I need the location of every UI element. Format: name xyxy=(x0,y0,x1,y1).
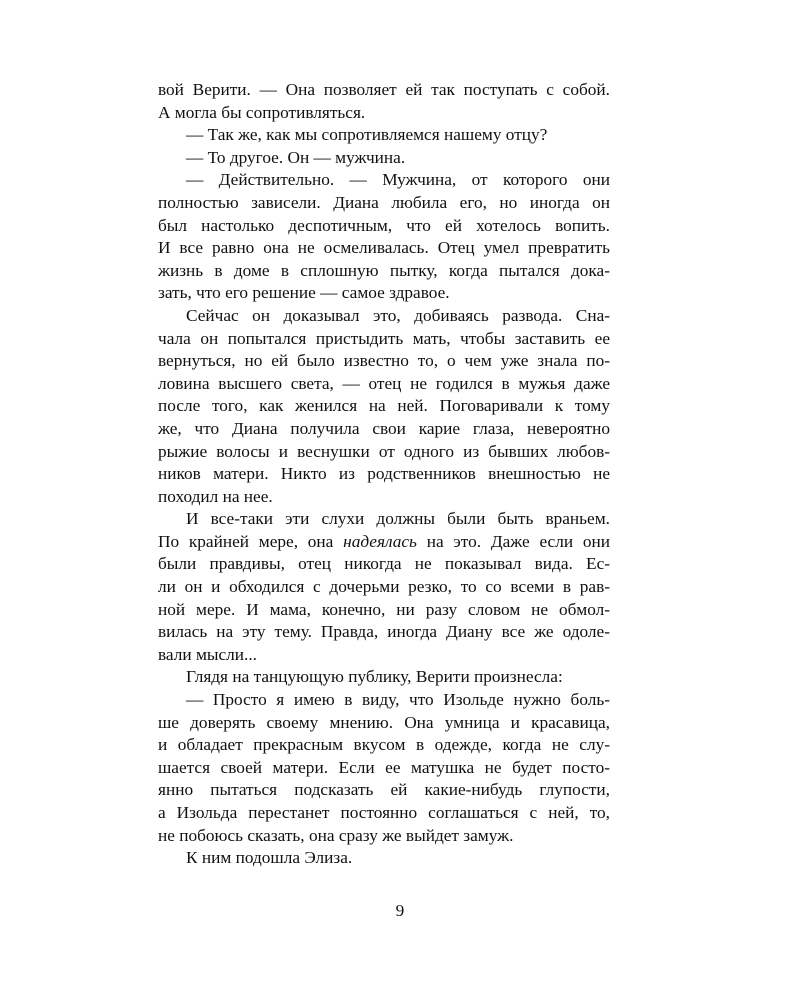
text-segment: на это. Даже если они xyxy=(416,531,611,551)
text-line: шается своей матери. Если ее матушка не будет посто- xyxy=(158,757,610,777)
text-line: был настолько деспотичным, что ей хотелось вопить. xyxy=(158,215,610,235)
text-line: же, что Диана получила свои карие глаза, невероятно xyxy=(158,418,610,438)
text-line: вернуться, но ей было известно то, о чем уже знала по- xyxy=(158,351,610,371)
text-line: ли он и обходился с дочерьми резко, то со всеми в рав- xyxy=(158,577,610,597)
page-number: 9 xyxy=(395,901,405,920)
text-line: А могла бы сопротивляться. xyxy=(158,102,366,122)
text-line: не побоюсь сказать, она сразу же выйдет замуж. xyxy=(158,825,514,845)
text-line: — То другое. Он — мужчина. xyxy=(186,147,406,167)
text-line: были правдивы, отец никогда не показывал вида. Ес- xyxy=(158,554,610,574)
text-line: походил на нее. xyxy=(158,486,273,506)
text-line: Глядя на танцующую публику, Верити произнесла: xyxy=(186,667,563,687)
text-segment: По крайней мере, она xyxy=(158,531,344,551)
text-line: — Просто я имею в виду, что Изольде нужно боль- xyxy=(186,690,610,710)
text-line: янно пытаться подсказать ей какие-нибудь глупости, xyxy=(158,780,610,800)
text-line: ловина высшего света, — отец не годился в мужья даже xyxy=(158,373,610,393)
book-page-text xyxy=(158,79,610,870)
text-line: жизнь в доме в сплошную пытку, когда пытался дока- xyxy=(158,260,610,280)
italic-word: надеялась xyxy=(343,531,417,551)
text-line: И все-таки эти слухи должны были быть враньем. xyxy=(186,509,610,529)
text-line: полностью зависели. Диана любила его, но иногда он xyxy=(158,192,610,212)
text-line: К ним подошла Элиза. xyxy=(186,848,353,868)
text-line: чала он попытался пристыдить мать, чтобы заставить ее xyxy=(158,328,610,348)
text-line: — Так же, как мы сопротивляемся нашему отцу? xyxy=(186,125,548,145)
text-line-with-italic xyxy=(158,531,610,554)
text-line: после того, как женился на ней. Поговаривали к тому xyxy=(158,396,610,416)
text-line: И все равно она не осмеливалась. Отец умел превратить xyxy=(158,238,610,258)
text-line: и обладает прекрасным вкусом в одежде, когда не слу- xyxy=(158,735,610,755)
text-line: ной мере. И мама, конечно, ни разу словом не обмол- xyxy=(158,599,610,619)
text-line: рыжие волосы и веснушки от одного из бывших любов- xyxy=(158,441,610,461)
text-line: а Изольда перестанет постоянно соглашаться с ней, то, xyxy=(158,803,610,822)
text-line: зать, что его решение — самое здравое. xyxy=(158,283,450,303)
text-line: вали мысли... xyxy=(158,644,257,664)
text-line: ше доверять своему мнению. Она умница и красавица, xyxy=(158,712,610,732)
text-line: Сейчас он доказывал это, добиваясь развода. Сна- xyxy=(186,305,610,325)
text-line: — Действительно. — Мужчина, от которого они xyxy=(186,170,610,190)
text-line: вилась на эту тему. Правда, иногда Диану все же одоле- xyxy=(158,622,610,642)
text-line: вой Верити. — Она позволяет ей так поступать с собой. xyxy=(158,80,610,99)
text-line: ников матери. Никто из родственников внешностью не xyxy=(158,464,610,484)
